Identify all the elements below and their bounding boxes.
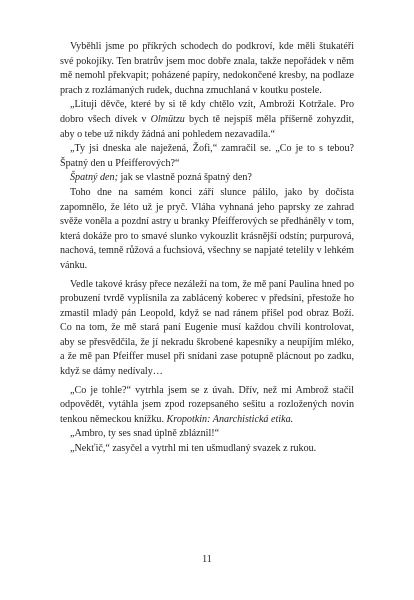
body-text bbox=[60, 40, 354, 457]
paragraph: „Ambro, ty ses snad úplně zbláznil!“ bbox=[70, 428, 220, 440]
italic-text: Olmützu bbox=[150, 113, 185, 125]
paragraph: „Lituji děvče, které by si tě kdy chtělo vzít, Ambroži Kotržale. Pro dobro všech dívek v Olmützu bych tě nejspíš měla příšerně zohyzdit, aby o tebe už nikdy žádná ani pohledem nezavadila.“ bbox=[60, 99, 354, 140]
paragraph: „Co je tohle?“ vytrhla jsem se z úvah. Dřív, než mi Ambrož stačil odpovědět, vytáhla jsem zpod rozepsaného sešitu a rozložených novin tenkou německou knížku. Kropotkin: Anarchistická etika. bbox=[60, 384, 354, 425]
paragraph: Špatný den; jak se vlastně pozná špatný den? bbox=[70, 172, 252, 184]
italic-text: Kropotkin: Anarchistická etika. bbox=[166, 413, 294, 425]
paragraph: Vyběhli jsme po příkrých schodech do podkroví, kde měli štukatéři své pokojíky. Ten bratrův jsem moc dobře znala, takže nepořádek v něm mě nemohl překvapit; poházené papíry, nedokončené kresby, na podlaze prach z rozlámaných rudek, duchna zmuchlaná v koutku postele. bbox=[60, 41, 354, 96]
italic-text: Špatný den; bbox=[70, 172, 118, 184]
paragraph: Toho dne na samém konci září slunce pálilo, jako by dočista zapomnělo, že léto už je pryč. Vláha vyhnaná jeho paprsky ze zahrad svěže voněla a pozdní astry u branky Pfeifferových se předháněly v tom, která dokáže pro to smavé slunko vykouzlit krásnější odstín; purpurová, nachová, temně růžová a fuchsiová, všechny se napjaté tetelily v lehkém vánku. bbox=[60, 186, 354, 271]
paragraph: Vedle takové krásy přece nezáleží na tom, že mě paní Paulina hned po probuzení tvrdě vyplísnila za zablácený koberec v předsíni, přestože ho zmastil mladý pán Leopold, když se nad ránem přišel pod obraz Boží. Co na tom, že mě stará paní Eugenie musí každou chvíli kontrolovat, aby se přesvědčila, že jí nekradu škrobené kapesníky a neupíjím mléko, a že mě pan Pfeiffer musel při snídani zase potupně plácnout po zadku, když se dámy nedívaly… bbox=[60, 278, 354, 378]
page-number: 11 bbox=[202, 554, 212, 565]
paragraph: „Ty jsi dneska ale naježená, Žofi,“ zamračil se. „Co je to s tebou? Špatný den u Pfeifferových?“ bbox=[60, 143, 354, 169]
paragraph: „Nekťič,“ zasyčel a vytrhl mi ten ušmudlaný svazek z rukou. bbox=[70, 443, 317, 455]
